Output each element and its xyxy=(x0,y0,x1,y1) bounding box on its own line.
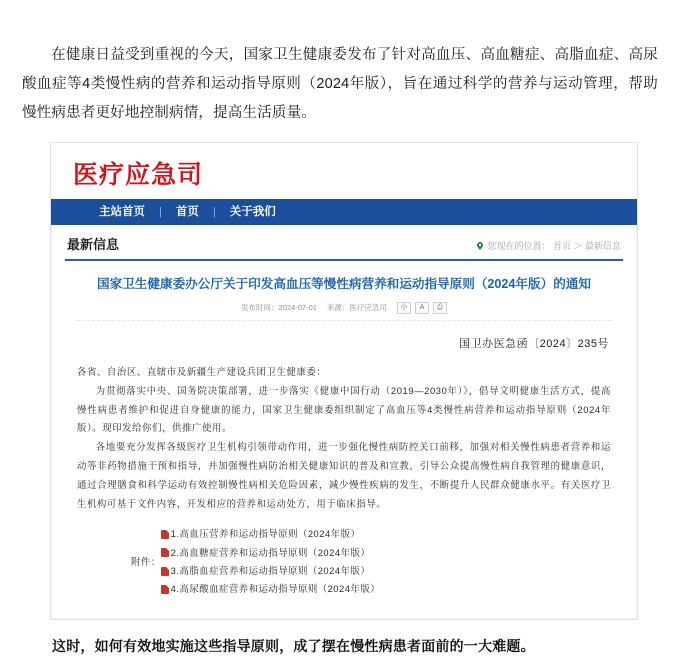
file-icon xyxy=(161,567,169,576)
location-pin-icon xyxy=(476,242,484,250)
nav-item-main-home[interactable]: 主站首页 xyxy=(99,206,145,218)
document-number: 国卫办医急函〔2024〕235号 xyxy=(459,337,609,350)
document-paragraph-1: 为贯彻落实中央、国务院决策部署，进一步落实《健康中国行动（2019—2030年）》，倡导文明健康生活方式，提高慢性病患者维护和促进自身健康的能力，国家卫生健康委组织制定了高血压等4类慢性病营养和运动指导原则（2024年版）。现印发给你们，供推广使用。 xyxy=(77,384,611,434)
nav-separator-1: | xyxy=(159,206,162,218)
embedded-website-screenshot xyxy=(50,142,638,620)
breadcrumb xyxy=(476,239,621,253)
outro-paragraph: 这时，如何有效地实施这些指导原则，成了摆在慢性病患者面前的一大难题。 xyxy=(52,637,535,654)
list-item[interactable] xyxy=(161,544,380,562)
attachment-text: 4.高尿酸血症营养和运动指导原则（2024年版） xyxy=(170,583,381,595)
list-item[interactable] xyxy=(161,562,380,580)
section-title: 最新信息 xyxy=(67,237,120,252)
attachment-block xyxy=(77,513,611,602)
publish-time: 发布时间：2024-07-01 xyxy=(241,303,317,313)
document-paragraph-2: 各地要充分发挥各级医疗卫生机构引领带动作用，进一步强化慢性病防控关口前移，加强对相关慢性病患者营养和运动等非药物措施干预和指导，并加强慢性病防治相关健康知识的普及和宣教，引导公众提高慢性病自我管理的健康意识，通过合理膳食和科学运动有效控制慢性病相关危险因素，减少慢性疾病的发生，不断提升人民群众健康水平。有关医疗卫生机构可基于文件内容，开发相应的营养和运动处方，用于临床指导。 xyxy=(77,441,611,509)
attachment-text: 1.高血压营养和运动指导原则（2024年版） xyxy=(170,528,361,540)
font-size-large-button[interactable]: A xyxy=(415,302,429,314)
site-brand-title: 医疗应急司 xyxy=(73,161,204,189)
attachment-row xyxy=(131,525,611,598)
document-meta xyxy=(77,302,611,321)
attachment-text: 3.高脂血症营养和运动指导原则（2024年版） xyxy=(170,565,371,577)
file-icon xyxy=(161,530,169,539)
breadcrumb-text: 您现在的位置： 首页 ＞ 最新信息 xyxy=(487,241,621,251)
attachment-list xyxy=(161,525,380,598)
nav-item-home[interactable]: 首页 xyxy=(175,206,199,218)
document-body xyxy=(51,261,637,619)
site-navbar xyxy=(51,199,637,225)
nav-separator-2: | xyxy=(212,206,216,218)
document-title[interactable]: 国家卫生健康委办公厅关于印发高血压等慢性病营养和运动指导原则（2024年版）的通知 xyxy=(97,277,591,291)
section-header xyxy=(65,225,623,261)
document-tools xyxy=(397,302,447,314)
document-source: 来源：医疗应急司 xyxy=(326,303,387,313)
intro-paragraph xyxy=(22,41,658,128)
list-item[interactable] xyxy=(161,525,380,543)
attachment-label: 附件： xyxy=(131,555,161,567)
file-icon xyxy=(161,585,169,594)
list-item[interactable] xyxy=(161,580,380,598)
print-icon[interactable]: ⎙ xyxy=(433,302,447,314)
document-salutation: 各省、自治区、直辖市及新疆生产建设兵团卫生健康委： xyxy=(77,365,327,377)
site-header xyxy=(51,143,637,199)
file-icon xyxy=(161,548,169,557)
nav-item-about-us[interactable]: 关于我们 xyxy=(229,206,276,218)
intro-text: 在健康日益受到重视的今天，国家卫生健康委发布了针对高血压、高血糖症、高脂血症、高尿酸血症等4类慢性病的营养和运动指导原则（2024年版），旨在通过科学的营养与运动管理，帮助慢性病患者更好地控制病情，提高生活质量。 xyxy=(22,46,658,121)
font-size-small-button[interactable]: 小 xyxy=(397,302,411,314)
attachment-text: 2.高血糖症营养和运动指导原则（2024年版） xyxy=(170,546,371,558)
